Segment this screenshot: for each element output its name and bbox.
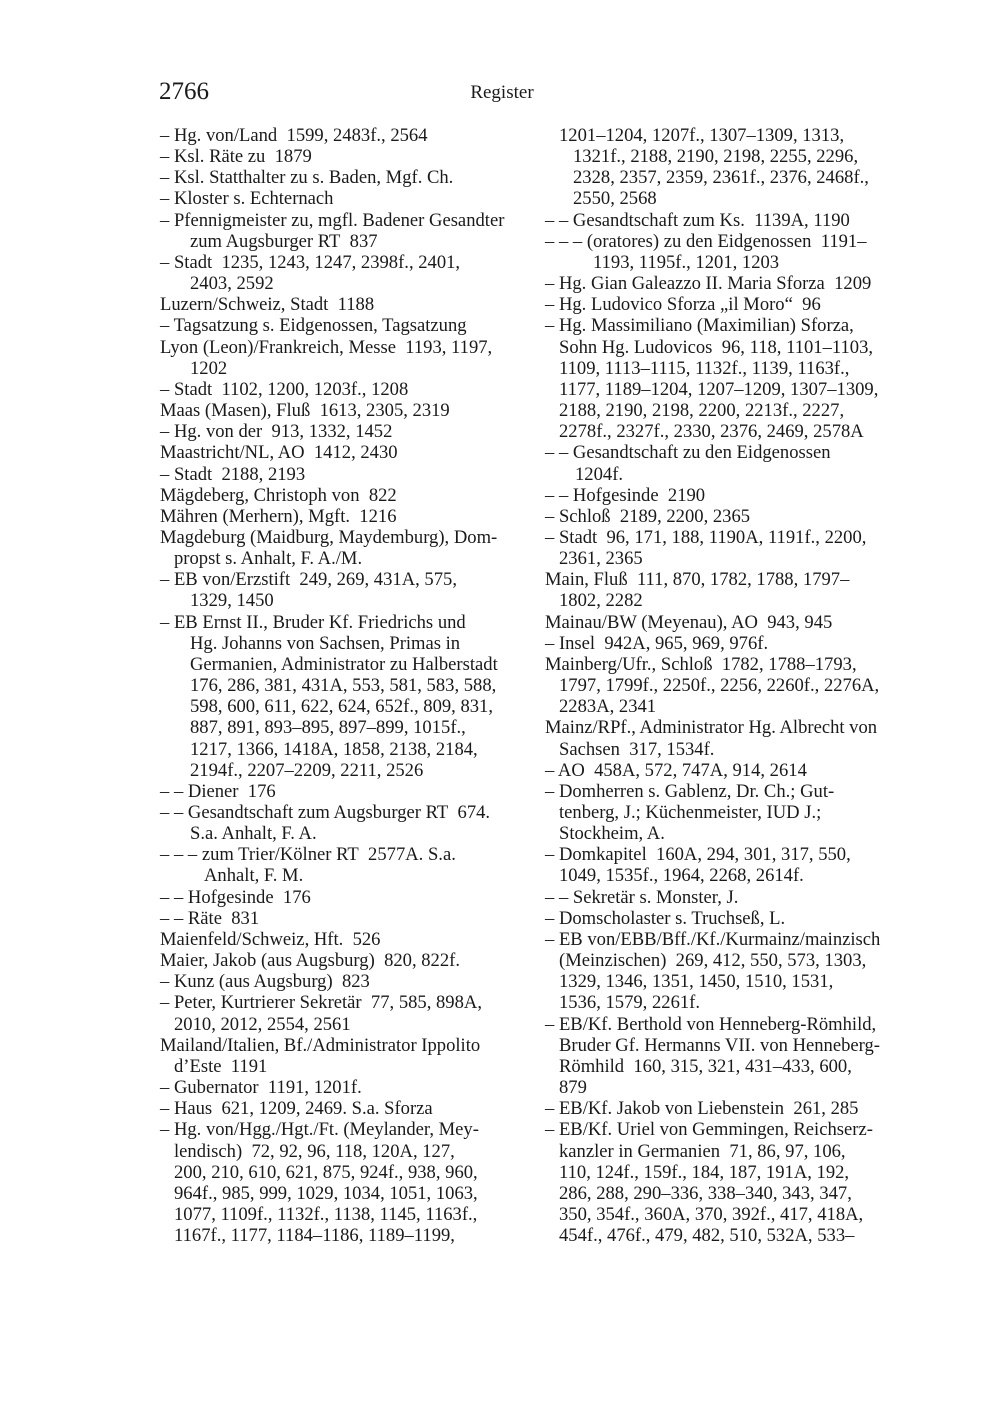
index-entry <box>545 781 915 844</box>
index-entry-line: Mailand/Italien, Bf./Administrator Ippolito <box>160 1034 481 1056</box>
index-entry-line: 454f., 476f., 479, 482, 510, 532A, 533– <box>559 1225 855 1247</box>
index-entry-line: – Kunz (aus Augsburg) 823 <box>160 971 370 993</box>
index-entry-line: 110, 124f., 159f., 184, 187, 191A, 192, <box>559 1161 850 1183</box>
index-entry <box>160 210 526 252</box>
index-entry-line: S.a. Anhalt, F. A. <box>190 823 317 845</box>
index-entry-line: – EB von/EBB/Bff./Kf./Kurmainz/mainzisch <box>545 928 881 950</box>
index-entry <box>545 442 915 484</box>
index-entry-line: – – Hofgesinde 176 <box>160 886 311 908</box>
index-entry-line: 2278f., 2327f., 2330, 2376, 2469, 2578A <box>559 421 864 443</box>
index-entry <box>545 273 915 294</box>
index-entry <box>160 929 526 950</box>
index-entry-line: 598, 600, 611, 622, 624, 652f., 809, 831, <box>190 696 494 718</box>
index-entry-line: 1329, 1346, 1351, 1450, 1510, 1531, <box>559 971 834 993</box>
index-entry-line: 1321f., 2188, 2190, 2198, 2255, 2296, <box>573 146 859 168</box>
index-entry-line: – – Sekretär s. Monster, J. <box>545 886 739 908</box>
index-entry-line: 1177, 1189–1204, 1207–1209, 1307–1309, <box>559 378 879 400</box>
index-entry-line: – Domscholaster s. Truchseß, L. <box>545 907 786 929</box>
index-entry-line: Mägdeberg, Christoph von 822 <box>160 484 397 506</box>
index-entry <box>545 1014 915 1099</box>
index-entry <box>160 188 526 209</box>
index-entry <box>160 379 526 400</box>
index-entry <box>160 485 526 506</box>
index-entry-line: – Peter, Kurtrierer Sekretär 77, 585, 898A, <box>160 992 482 1014</box>
index-entry <box>160 294 526 315</box>
index-entry-line: 1536, 1579, 2261f. <box>559 992 700 1014</box>
index-entry-line: – Stadt 2188, 2193 <box>160 463 306 485</box>
index-entry-line: 2403, 2592 <box>190 273 274 295</box>
index-entry <box>160 1035 526 1077</box>
index-entry-line: 2010, 2012, 2554, 2561 <box>174 1013 351 1035</box>
index-entry-line: Mainberg/Ufr., Schloß 1782, 1788–1793, <box>545 653 857 675</box>
index-entry-line: tenberg, J.; Küchenmeister, IUD J.; <box>559 802 822 823</box>
index-entry <box>545 929 915 1014</box>
index-entry-line: – Schloß 2189, 2200, 2365 <box>545 505 751 527</box>
index-entry <box>160 781 526 802</box>
index-entry-line: – – – (oratores) zu den Eidgenossen 1191– <box>545 230 867 252</box>
index-entry-line: Magdeburg (Maidburg, Maydemburg), Dom- <box>160 526 498 548</box>
index-entry-line: 2550, 2568 <box>573 188 657 210</box>
index-entry-line: – Ksl. Räte zu 1879 <box>160 146 312 168</box>
index-entry-line: – AO 458A, 572, 747A, 914, 2614 <box>545 759 807 781</box>
index-entry-line: – Stadt 1102, 1200, 1203f., 1208 <box>160 378 409 400</box>
index-entry-line: Römhild 160, 315, 321, 431–433, 600, <box>559 1055 852 1077</box>
index-entry-line: – EB/Kf. Uriel von Gemmingen, Reichserz- <box>545 1119 873 1141</box>
running-head: Register <box>470 82 534 103</box>
index-entry-line: – Insel 942A, 965, 969, 976f. <box>545 632 769 654</box>
index-entry <box>545 210 915 231</box>
index-entry <box>545 760 915 781</box>
index-entry-line: Mähren (Merhern), Mgft. 1216 <box>160 505 397 527</box>
index-entry <box>545 231 915 273</box>
index-entry <box>160 167 526 188</box>
index-entry-line: propst s. Anhalt, F. A./M. <box>174 548 363 570</box>
index-entry-line: – Domherren s. Gablenz, Dr. Ch.; Gut- <box>545 780 835 802</box>
index-entry <box>545 654 915 717</box>
index-entry <box>545 485 915 506</box>
index-entry-line: Hg. Johanns von Sachsen, Primas in <box>190 632 461 654</box>
index-entry <box>545 717 915 759</box>
index-entry-line: 2188, 2190, 2198, 2200, 2213f., 2227, <box>559 400 845 422</box>
index-entry-line: – – – zum Trier/Kölner RT 2577A. S.a. <box>160 844 456 866</box>
index-entry-line: 1204f. <box>575 463 624 485</box>
index-entry-line: Maier, Jakob (aus Augsburg) 820, 822f. <box>160 950 460 972</box>
index-entry-line: – – Hofgesinde 2190 <box>545 484 706 506</box>
index-entry-line: (Meinzischen) 269, 412, 550, 573, 1303, <box>559 950 867 972</box>
index-entry-line: – Gubernator 1191, 1201f. <box>160 1077 362 1099</box>
index-entry-line: – Hg. Gian Galeazzo II. Maria Sforza 1209 <box>545 273 872 295</box>
index-entry-line: 176, 286, 381, 431A, 553, 581, 583, 588, <box>190 675 497 697</box>
index-entry-line: 887, 891, 893–895, 897–899, 1015f., <box>190 717 466 739</box>
index-entry-line: – Pfennigmeister zu, mgfl. Badener Gesandter <box>160 209 505 231</box>
index-entry-line: – Tagsatzung s. Eidgenossen, Tagsatzung <box>160 315 467 337</box>
index-entry-line: 2361, 2365 <box>559 548 643 570</box>
index-entry <box>545 315 915 442</box>
index-entry <box>160 569 526 611</box>
index-entry-line: 200, 210, 610, 621, 875, 924f., 938, 960, <box>174 1161 478 1183</box>
index-entry <box>160 400 526 421</box>
index-entry-line: – EB Ernst II., Bruder Kf. Friedrichs und <box>160 611 466 633</box>
index-entry <box>160 464 526 485</box>
index-entry-line: lendisch) 72, 92, 96, 118, 120A, 127, <box>174 1140 455 1162</box>
index-entry-line: 1049, 1535f., 1964, 2268, 2614f. <box>559 865 804 887</box>
index-entry-line: – Ksl. Statthalter zu s. Baden, Mgf. Ch. <box>160 167 454 189</box>
page-number: 2766 <box>159 78 209 105</box>
index-entry <box>545 1098 915 1119</box>
index-entry <box>160 950 526 971</box>
index-entry <box>545 1119 915 1246</box>
index-entry-line: – Hg. von der 913, 1332, 1452 <box>160 421 393 443</box>
index-entry-line: Germanien, Administrator zu Halberstadt <box>190 653 498 675</box>
index-entry-line: 1217, 1366, 1418A, 1858, 2138, 2184, <box>190 738 478 760</box>
index-entry <box>160 887 526 908</box>
index-entry-line: 350, 354f., 360A, 370, 392f., 417, 418A, <box>559 1203 864 1225</box>
index-entry <box>160 612 526 781</box>
index-entry-line: Maienfeld/Schweiz, Hft. 526 <box>160 928 381 950</box>
index-entry-line: 879 <box>559 1077 587 1099</box>
index-entry <box>160 1077 526 1098</box>
index-entry-line: – – Diener 176 <box>160 780 276 802</box>
index-entry-line: Sachsen 317, 1534f. <box>559 738 715 760</box>
index-entry-line: – Hg. von/Land 1599, 2483f., 2564 <box>160 125 428 146</box>
index-entry-line: – Stadt 1235, 1243, 1247, 2398f., 2401, <box>160 251 461 273</box>
index-column-right <box>545 125 915 1246</box>
index-entry-line: 964f., 985, 999, 1029, 1034, 1051, 1063, <box>174 1182 478 1204</box>
index-entry-line: Anhalt, F. M. <box>204 865 304 887</box>
index-entry-line: – Hg. von/Hgg./Hgt./Ft. (Meylander, Mey- <box>160 1119 479 1141</box>
index-entry <box>545 612 915 633</box>
index-entry <box>545 887 915 908</box>
index-entry <box>545 569 915 611</box>
index-entry <box>160 146 526 167</box>
index-entry-line: – – Gesandtschaft zu den Eidgenossen <box>545 442 831 464</box>
index-entry <box>160 337 526 379</box>
index-entry-line: – Stadt 96, 171, 188, 1190A, 1191f., 2200, <box>545 526 867 548</box>
index-entry <box>160 125 526 146</box>
index-entry-line: kanzler in Germanien 71, 86, 97, 106, <box>559 1140 846 1162</box>
index-entry-line: 286, 288, 290–336, 338–340, 343, 347, <box>559 1182 852 1204</box>
index-entry-line: – Kloster s. Echternach <box>160 188 334 210</box>
index-entry-line: – Hg. Ludovico Sforza „il Moro“ 96 <box>545 294 821 316</box>
index-entry <box>160 315 526 336</box>
index-entry-line: – Domkapitel 160A, 294, 301, 317, 550, <box>545 844 851 866</box>
index-entry <box>160 971 526 992</box>
index-entry <box>160 252 526 294</box>
index-entry <box>160 1119 526 1246</box>
index-entry-line: d’Este 1191 <box>174 1055 268 1077</box>
index-entry-line: Main, Fluß 111, 870, 1782, 1788, 1797– <box>545 569 850 591</box>
index-entry <box>545 908 915 929</box>
index-entry-line: 2328, 2357, 2359, 2361f., 2376, 2468f., <box>573 167 869 189</box>
index-entry-line: Maas (Masen), Fluß 1613, 2305, 2319 <box>160 400 450 422</box>
index-entry-line: 1167f., 1177, 1184–1186, 1189–1199, <box>174 1225 455 1247</box>
index-entry-line: 2283A, 2341 <box>559 696 657 718</box>
index-entry-line: Luzern/Schweiz, Stadt 1188 <box>160 294 375 316</box>
index-entry-line: – EB/Kf. Berthold von Henneberg-Römhild, <box>545 1013 877 1035</box>
index-entry <box>545 527 915 569</box>
index-entry-line: Sohn Hg. Ludovicos 96, 118, 1101–1103, <box>559 336 874 358</box>
index-entry-line: 1109, 1113–1115, 1132f., 1139, 1163f., <box>559 357 850 379</box>
index-entry <box>160 421 526 442</box>
index-entry-line: 1802, 2282 <box>559 590 643 612</box>
index-entry-line: – Haus 621, 1209, 2469. S.a. Sforza <box>160 1098 433 1120</box>
index-entry-line: 1201–1204, 1207f., 1307–1309, 1313, <box>559 125 845 146</box>
index-entry-line: Mainz/RPf., Administrator Hg. Albrecht von <box>545 717 878 739</box>
index-entry <box>545 633 915 654</box>
index-entry-line: Bruder Gf. Hermanns VII. von Henneberg- <box>559 1034 880 1056</box>
index-entry-line: 1077, 1109f., 1132f., 1138, 1145, 1163f., <box>174 1203 478 1225</box>
index-entry-line: – – Räte 831 <box>160 907 260 929</box>
index-entry <box>160 992 526 1034</box>
index-entry-line: 1202 <box>190 357 228 379</box>
index-entry <box>160 844 526 886</box>
index-entry <box>545 294 915 315</box>
index-entry <box>160 908 526 929</box>
index-entry-line: – – Gesandtschaft zum Augsburger RT 674. <box>160 802 491 823</box>
index-entry-line: Stockheim, A. <box>559 823 665 845</box>
index-entry-line: 1797, 1799f., 2250f., 2256, 2260f., 2276A, <box>559 675 880 697</box>
index-entry-line: 1193, 1195f., 1201, 1203 <box>593 251 780 273</box>
index-entry-line: – – Gesandtschaft zum Ks. 1139A, 1190 <box>545 209 850 231</box>
index-entry-line: Mainau/BW (Meyenau), AO 943, 945 <box>545 611 833 633</box>
index-entry-line: Lyon (Leon)/Frankreich, Messe 1193, 1197, <box>160 336 493 358</box>
index-entry <box>160 527 526 569</box>
index-entry <box>160 506 526 527</box>
index-entry-line: Maastricht/NL, AO 1412, 2430 <box>160 442 398 464</box>
index-entry <box>160 1098 526 1119</box>
index-entry-line: zum Augsburger RT 837 <box>190 230 378 252</box>
index-entry-line: 1329, 1450 <box>190 590 274 612</box>
index-entry <box>545 844 915 886</box>
index-entry-line: – EB/Kf. Jakob von Liebenstein 261, 285 <box>545 1098 859 1120</box>
index-entry <box>545 125 915 210</box>
index-entry <box>160 802 526 844</box>
index-entry-line: – EB von/Erzstift 249, 269, 431A, 575, <box>160 569 457 591</box>
index-entry-line: – Hg. Massimiliano (Maximilian) Sforza, <box>545 315 854 337</box>
index-entry <box>545 506 915 527</box>
index-entry-line: 2194f., 2207–2209, 2211, 2526 <box>190 759 424 781</box>
index-entry <box>160 442 526 463</box>
index-column-left <box>160 125 526 1246</box>
